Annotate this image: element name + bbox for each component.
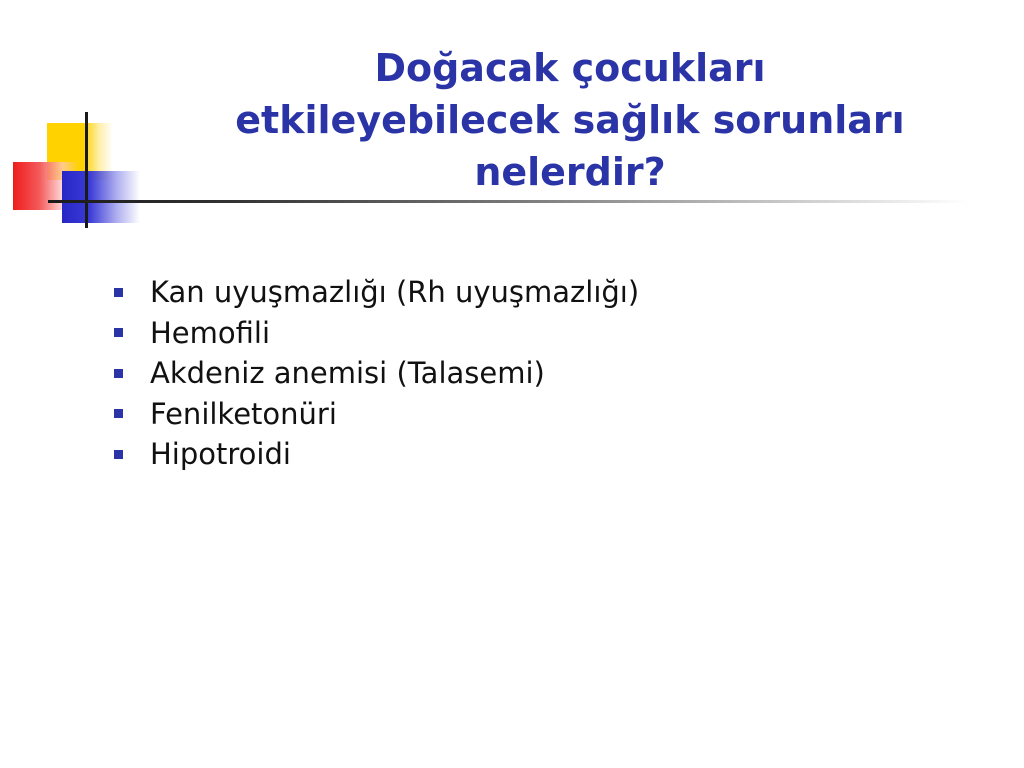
slide-title [160, 42, 980, 198]
bullet-text: Hipotroidi [150, 437, 291, 472]
decorative-blue-block [62, 171, 140, 223]
bullet-item [110, 353, 639, 394]
bullet-item [110, 434, 639, 475]
square-bullet-icon [114, 450, 123, 459]
decorative-vertical-line [85, 112, 88, 228]
square-bullet-icon [114, 328, 123, 337]
bullet-item [110, 394, 639, 435]
bullet-item [110, 313, 639, 354]
bullet-list [110, 272, 639, 475]
bullet-text: Kan uyuşmazlığı (Rh uyuşmazlığı) [150, 275, 640, 310]
square-bullet-icon [114, 288, 123, 297]
slide-title-line-1: Doğacak çocukları [374, 46, 766, 90]
bullet-item [110, 272, 639, 313]
slide-title-line-3: nelerdir? [474, 150, 666, 194]
bullet-text: Akdeniz anemisi (Talasemi) [150, 356, 545, 391]
bullet-text: Hemofili [150, 315, 271, 350]
slide-title-line-2: etkileyebilecek sağlık sorunları [235, 98, 905, 142]
square-bullet-icon [114, 409, 123, 418]
bullet-text: Fenilketonüri [150, 396, 337, 431]
title-underline-rule [48, 200, 968, 203]
square-bullet-icon [114, 369, 123, 378]
